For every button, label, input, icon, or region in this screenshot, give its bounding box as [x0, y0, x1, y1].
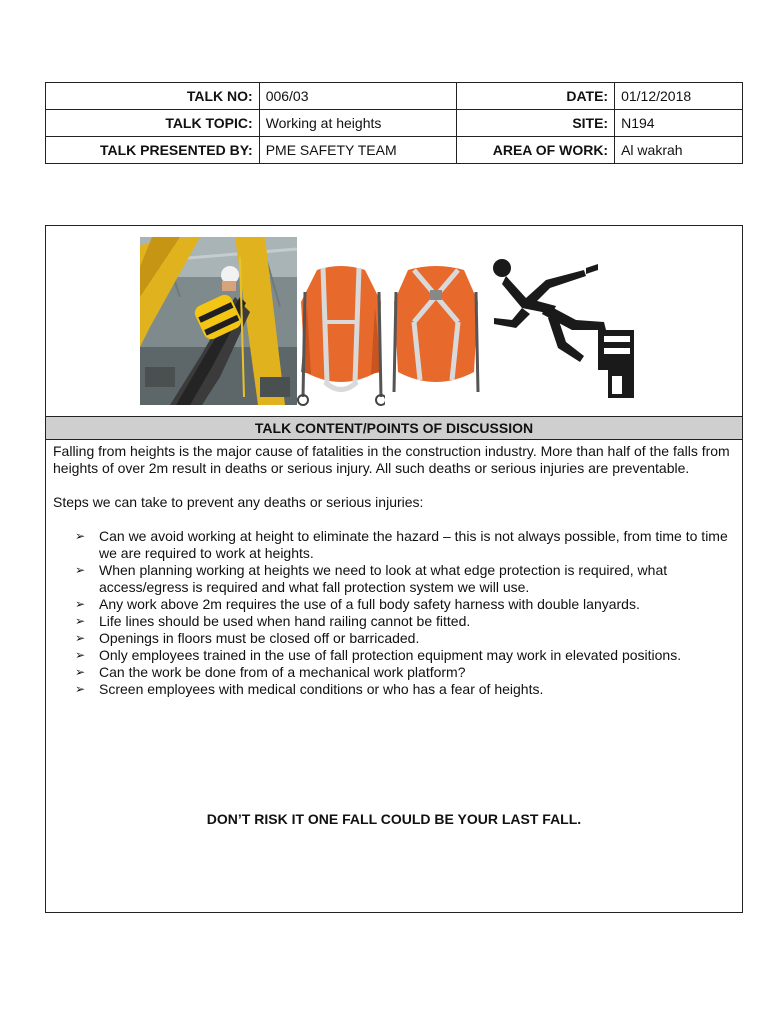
harness-front-icon — [297, 262, 385, 410]
bullet-arrow-icon: ➢ — [75, 648, 86, 662]
bullet-arrow-icon: ➢ — [75, 665, 86, 679]
bullet-arrow-icon: ➢ — [75, 631, 86, 645]
list-item: ➢ Can the work be done from of a mechanical work platform? — [75, 664, 466, 680]
talk-no-label: TALK NO: — [46, 83, 260, 110]
header-row-presenter — [46, 137, 743, 164]
list-item: ➢ When planning working at heights we need to look at what edge protection is required, what access/egress is required and what fall protection system we will use. — [75, 562, 668, 595]
bullet-arrow-icon: ➢ — [75, 563, 86, 577]
talk-content-box — [45, 225, 743, 913]
list-item: ➢ Any work above 2m requires the use of a full body safety harness with double lanyards. — [75, 596, 640, 612]
worker-at-height-photo — [140, 237, 297, 405]
site-value: N194 — [615, 110, 743, 137]
discussion-content — [53, 443, 737, 698]
list-item: ➢ Can we avoid working at height to eliminate the hazard – this is not always possible, from time to time we are required to work at heights. — [75, 528, 728, 561]
date-value: 01/12/2018 — [615, 83, 743, 110]
area-of-work-value: Al wakrah — [615, 137, 743, 164]
steps-heading: Steps we can take to prevent any deaths or serious injuries: — [53, 494, 424, 510]
intro-paragraph: Falling from heights is the major cause of fatalities in the construction industry. More than half of the falls from heights of over 2m result in deaths or serious injury. All such deaths or serious injuries are preventable. — [53, 443, 730, 476]
bullet-arrow-icon: ➢ — [75, 597, 86, 611]
bullet-arrow-icon: ➢ — [75, 529, 86, 543]
presented-by-label: TALK PRESENTED BY: — [46, 137, 260, 164]
presented-by-value: PME SAFETY TEAM — [259, 137, 457, 164]
closing-statement: DON’T RISK IT ONE FALL COULD BE YOUR LAST FALL. — [206, 811, 582, 827]
talk-topic-label: TALK TOPIC: — [46, 110, 260, 137]
illustration-strip — [46, 226, 742, 416]
header-row-talk-no — [46, 83, 743, 110]
list-item: ➢ Life lines should be used when hand railing cannot be fitted. — [75, 613, 471, 629]
header-row-topic — [46, 110, 743, 137]
list-item: ➢ Only employees trained in the use of fall protection equipment may work in elevated positions. — [75, 647, 682, 663]
bullet-arrow-icon: ➢ — [75, 682, 86, 696]
site-label: SITE: — [457, 110, 615, 137]
list-item: ➢ Screen employees with medical conditions or who has a fear of heights. — [75, 681, 544, 697]
falling-person-icon — [486, 250, 646, 400]
list-item: ➢ Openings in floors must be closed off or barricaded. — [75, 630, 420, 646]
talk-topic-value: Working at heights — [259, 110, 457, 137]
section-title: TALK CONTENT/POINTS OF DISCUSSION — [46, 416, 742, 440]
header-table — [45, 82, 743, 164]
harness-back-icon — [390, 262, 482, 410]
area-of-work-label: AREA OF WORK: — [457, 137, 615, 164]
bullet-arrow-icon: ➢ — [75, 614, 86, 628]
date-label: DATE: — [457, 83, 615, 110]
prevention-list — [53, 528, 737, 698]
talk-no-value: 006/03 — [259, 83, 457, 110]
